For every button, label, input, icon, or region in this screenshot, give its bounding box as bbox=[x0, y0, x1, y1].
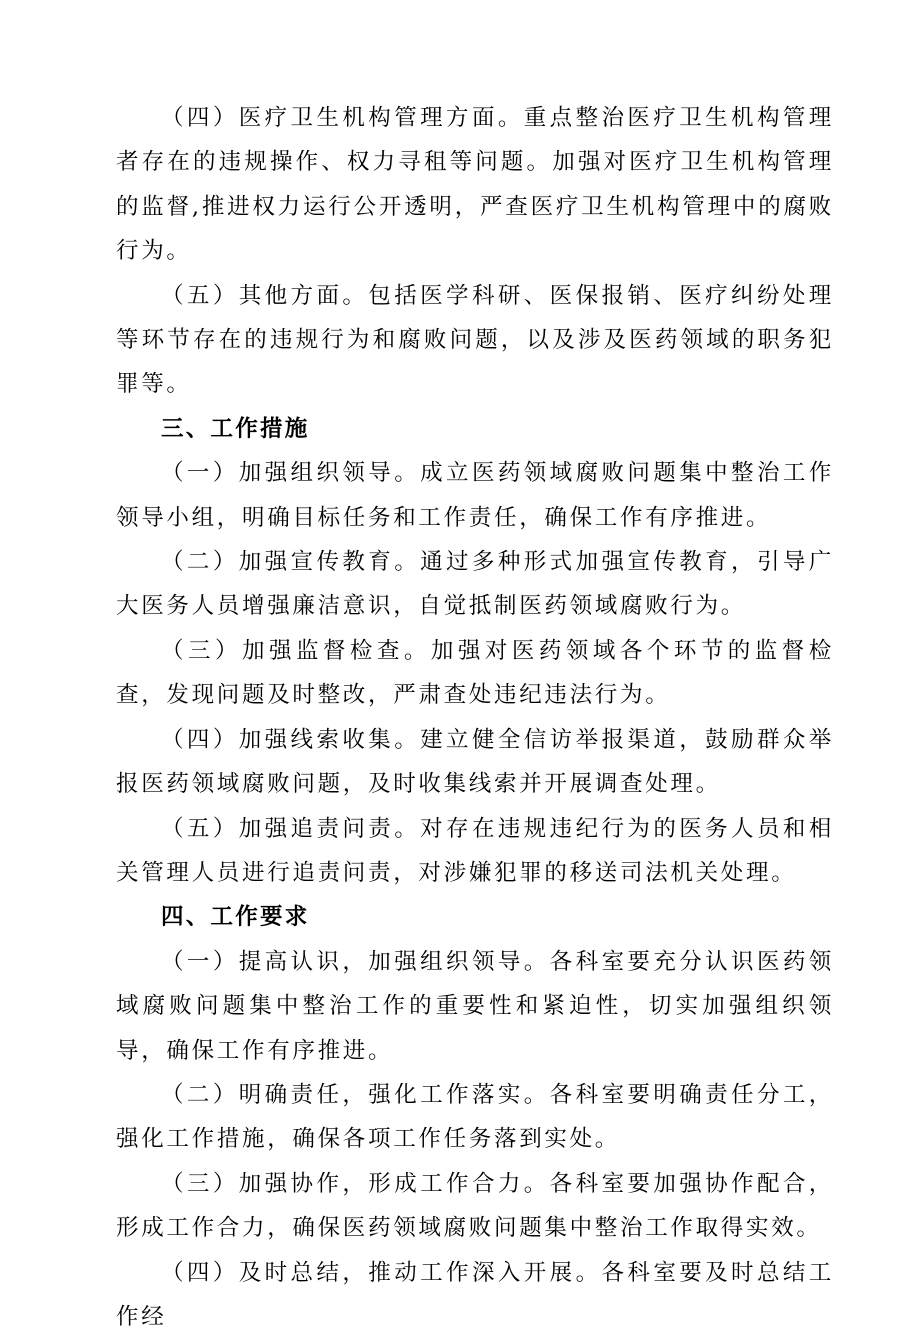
paragraph-requirement-awareness: （一）提高认识，加强组织领导。各科室要充分认识医药领域腐败问题集中整治工作的重要性和紧迫性，切实加强组织领导，确保工作有序推进。 bbox=[116, 948, 834, 1064]
section-heading-work-requirements: 四、工作要求 bbox=[161, 904, 310, 931]
paragraph-management-aspect: （四）医疗卫生机构管理方面。重点整治医疗卫生机构管理者存在的违规操作、权力寻租等问题。加强对医疗卫生机构管理的监督,推进权力运行公开透明，严查医疗卫生机构管理中的腐败行为。 bbox=[116, 105, 834, 265]
document-body bbox=[116, 96, 834, 1339]
paragraph-measure-leadership: （一）加强组织领导。成立医药领域腐败问题集中整治工作领导小组，明确目标任务和工作责任，确保工作有序推进。 bbox=[116, 460, 834, 531]
paragraph-requirement-responsibility: （二）明确责任，强化工作落实。各科室要明确责任分工，强化工作措施，确保各项工作任务落到实处。 bbox=[116, 1081, 834, 1153]
paragraph-measure-supervision: （三）加强监督检查。加强对医药领域各个环节的监督检查，发现问题及时整改，严肃查处违纪违法行为。 bbox=[116, 637, 834, 709]
paragraph-measure-clues: （四）加强线索收集。建立健全信访举报渠道，鼓励群众举报医药领域腐败问题，及时收集线索并开展调查处理。 bbox=[116, 726, 834, 798]
section-heading-work-measures: 三、工作措施 bbox=[161, 415, 310, 442]
paragraph-measure-accountability: （五）加强追责问责。对存在违规违纪行为的医务人员和相关管理人员进行追责问责，对涉嫌犯罪的移送司法机关处理。 bbox=[116, 815, 834, 886]
paragraph-other-aspects: （五）其他方面。包括医学科研、医保报销、医疗纠纷处理等环节存在的违规行为和腐败问题，以及涉及医药领域的职务犯罪等。 bbox=[116, 282, 834, 398]
paragraph-requirement-cooperation: （三）加强协作，形成工作合力。各科室要加强协作配合，形成工作合力，确保医药领域腐败问题集中整治工作取得实效。 bbox=[116, 1170, 834, 1242]
paragraph-requirement-summary: （四）及时总结，推动工作深入开展。各科室要及时总结工作经 bbox=[116, 1259, 834, 1330]
paragraph-measure-education: （二）加强宣传教育。通过多种形式加强宣传教育，引导广大医务人员增强廉洁意识，自觉抵制医药领域腐败行为。 bbox=[116, 549, 834, 620]
